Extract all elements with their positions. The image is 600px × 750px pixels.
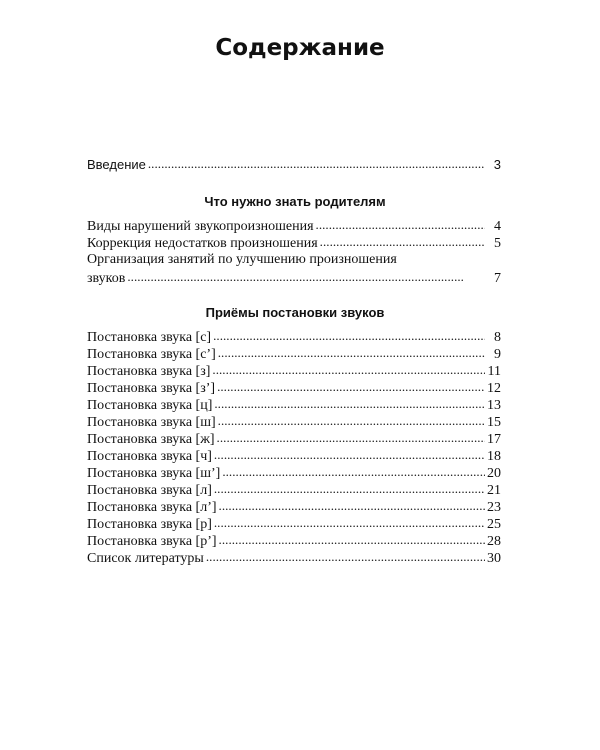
leader-dots [213, 327, 485, 345]
leader-dots [217, 429, 485, 447]
toc-entry-page: 18 [487, 449, 501, 464]
section-heading: Что нужно знать родителям [204, 194, 386, 209]
toc-entry-page: 17 [487, 432, 501, 447]
leader-dots [148, 155, 485, 172]
toc-entry-page: 21 [487, 483, 501, 498]
toc-entry[interactable] [87, 498, 501, 515]
leader-dots [217, 378, 485, 396]
toc-entry-label: Постановка звука [ж] [87, 432, 215, 447]
toc-entry-page: 8 [494, 330, 501, 345]
toc-entry[interactable] [87, 156, 501, 173]
toc-section-2 [87, 328, 501, 566]
toc-entry[interactable] [87, 328, 501, 345]
toc-entry-label: Постановка звука [ч] [87, 449, 212, 464]
toc-entry-label: Коррекция недостатков произношения [87, 236, 318, 251]
toc-entry-label: Постановка звука [р’] [87, 534, 217, 549]
toc-entry[interactable] [87, 447, 501, 464]
leader-dots [214, 480, 485, 498]
toc-entry-page: 12 [487, 381, 501, 396]
toc-entry-label: Постановка звука [з’] [87, 381, 216, 396]
toc-entry-page: 30 [487, 551, 501, 566]
toc-entry[interactable] [87, 532, 501, 549]
leader-dots [219, 531, 485, 549]
toc-entry-page: 5 [494, 236, 501, 251]
section-heading: Приёмы постановки звуков [205, 305, 385, 320]
toc-entry-label: Виды нарушений звукопроизношения [87, 219, 314, 234]
toc-entry-page: 20 [487, 466, 501, 481]
toc-entry[interactable] [87, 481, 501, 498]
toc-entry-page: 4 [494, 219, 501, 234]
leader-dots [218, 344, 485, 362]
toc-entry [87, 269, 501, 286]
toc-entry[interactable] [87, 362, 501, 379]
leader-dots [218, 412, 485, 430]
toc-entry-multiline[interactable] [87, 251, 501, 286]
toc-entry-label: Постановка звука [ц] [87, 398, 213, 413]
toc-entry-label: Постановка звука [л] [87, 483, 212, 498]
toc-entry-page: 11 [487, 364, 501, 379]
toc-entry-label: Постановка звука [ш’] [87, 466, 221, 481]
toc-entry[interactable] [87, 515, 501, 532]
toc-entry-page: 23 [487, 500, 501, 515]
leader-dots [214, 446, 485, 464]
toc-entry-label: Постановка звука [л’] [87, 500, 217, 515]
leader-dots [219, 497, 485, 515]
leader-dots [320, 233, 485, 251]
toc-entry-label: звуков [87, 271, 126, 286]
toc-entry-label: Постановка звука [ш] [87, 415, 216, 430]
toc-entry-page: 9 [494, 347, 501, 362]
toc-entry-label: Введение [87, 157, 146, 172]
toc-entry[interactable] [87, 234, 501, 251]
leader-dots [316, 216, 485, 234]
toc-entry-label: Постановка звука [р] [87, 517, 212, 532]
leader-dots [212, 361, 485, 379]
toc-entry-label-line1: Организация занятий по улучшению произношения [87, 252, 397, 267]
toc-entry-label: Список литературы [87, 551, 204, 566]
page-title: Содержание [215, 35, 385, 61]
toc-entry[interactable] [87, 549, 501, 566]
toc-entry[interactable] [87, 379, 501, 396]
toc-entry[interactable] [87, 396, 501, 413]
leader-dots [206, 548, 485, 566]
toc-entry-label: Постановка звука [з] [87, 364, 211, 379]
leader-dots [127, 268, 485, 286]
toc-entry[interactable] [87, 217, 501, 234]
toc-entry-page: 28 [487, 534, 501, 549]
leader-dots [214, 514, 485, 532]
toc-section-1 [87, 217, 501, 286]
leader-dots [222, 463, 485, 481]
leader-dots [214, 395, 485, 413]
toc-entry-page: 13 [487, 398, 501, 413]
toc-entry-page: 3 [493, 157, 501, 172]
toc-entry[interactable] [87, 464, 501, 481]
toc-intro [87, 156, 501, 173]
toc-entry[interactable] [87, 430, 501, 447]
toc-entry-label: Постановка звука [с] [87, 330, 212, 345]
toc-entry-label: Постановка звука [с’] [87, 347, 216, 362]
toc-entry-page: 7 [494, 271, 501, 286]
toc-entry[interactable] [87, 413, 501, 430]
toc-entry[interactable] [87, 345, 501, 362]
toc-entry-page: 15 [487, 415, 501, 430]
toc-entry-page: 25 [487, 517, 501, 532]
